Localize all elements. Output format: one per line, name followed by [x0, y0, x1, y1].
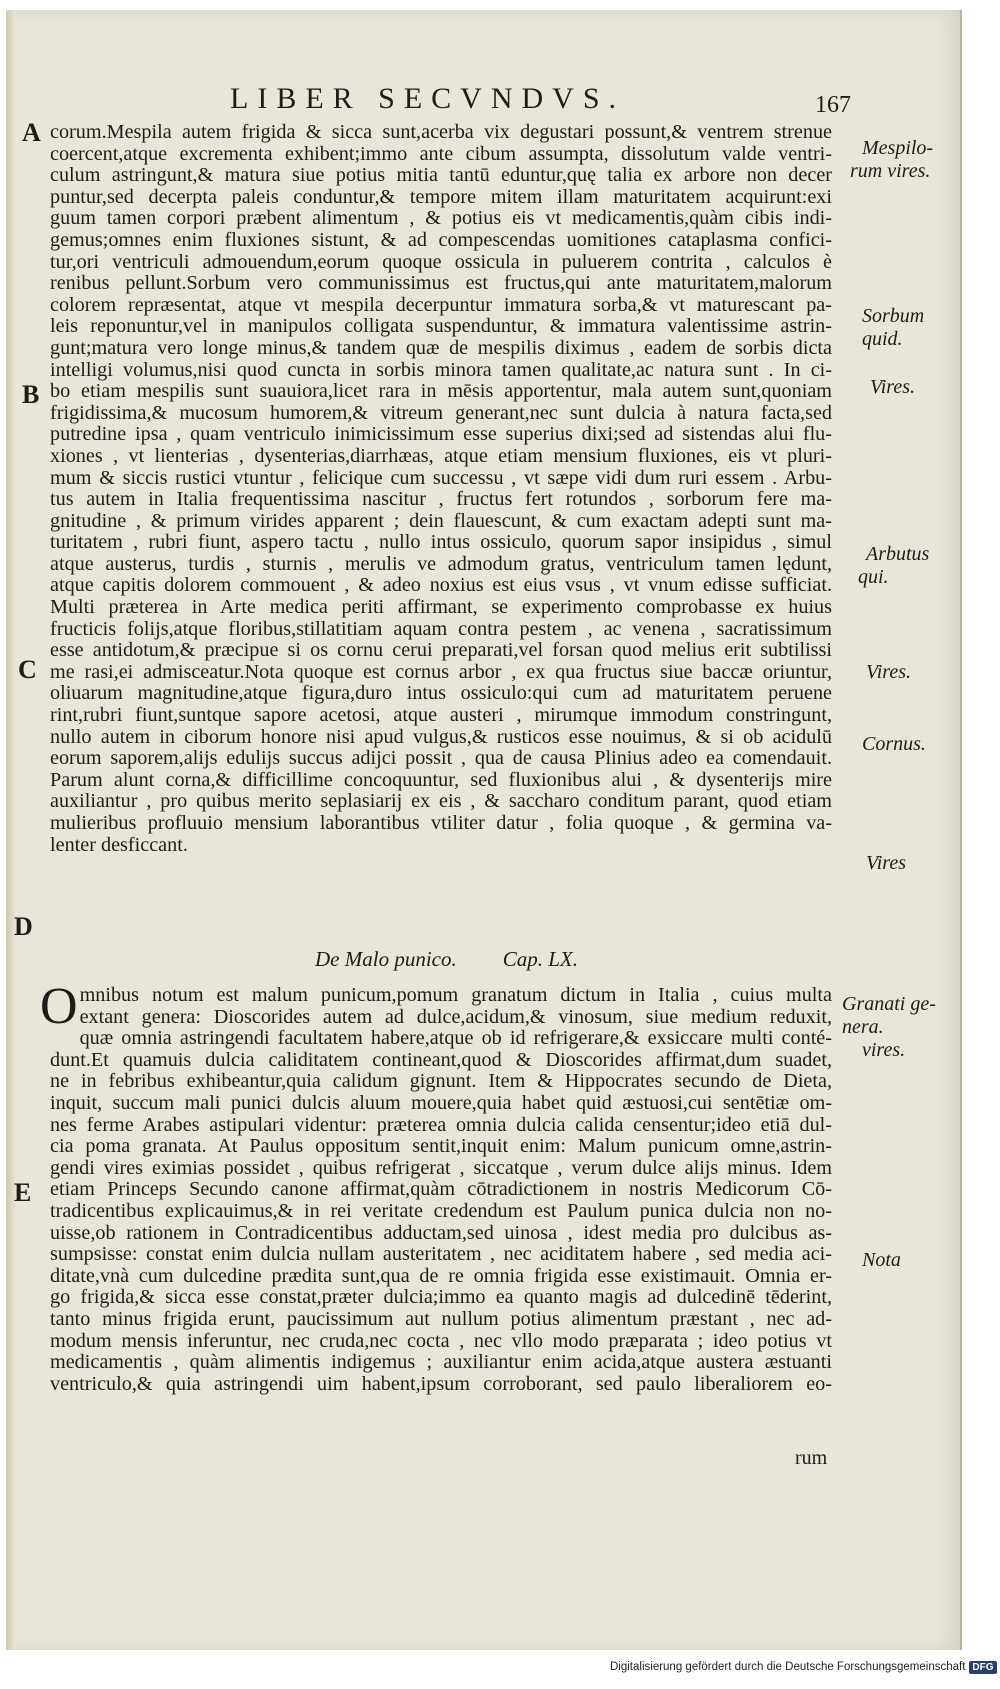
text-line: etiam Princeps Secundo canone affirmat,quàm cōtradictionem in nostris Medicorum Cō- — [50, 1179, 832, 1201]
dfg-logo: DFG — [969, 1661, 996, 1674]
text-line: atque capitis dolorem commouent , & adeo noxius est eius vsus , vt vnum edisse sufficiat. — [50, 575, 832, 597]
credit-text: Digitalisierung gefördert durch die Deutsche Forschungsgemeinschaft — [610, 1661, 966, 1673]
body-text-part-1 — [50, 122, 832, 856]
margin-note-mespilorum: Mespilo- — [862, 137, 934, 159]
text-line: gendi vires eximias possidet , quibus refrigerat , siccatque , verum dulce alijs minus. Idem — [50, 1157, 832, 1179]
catchword: rum — [795, 1447, 828, 1469]
text-line: fructicis folijs,atque floribus,stillatitiam aquam contra pestem , ac venena , sacratissimum — [50, 618, 832, 640]
text-line: uisse,ob rationem in Contradicentibus adductam,sed uinosa , idest media pro dulcibus as- — [50, 1222, 832, 1244]
text-line: guum tamen corpori præbent alimentum , & potius eis vt medicamentis,quàm cibis indi- — [50, 208, 832, 230]
text-line: esse antidotum,& præcipue si os cornu cerui preparati,vel forsan quod melius erit subtilissi — [50, 640, 832, 662]
text-line: frigidissima,& mucosum humorem,& vitreum generant,nec sunt dulcia à natura facta,sed — [50, 402, 832, 424]
text-line: modum mensis inferuntur, nec cruda,nec cocta , nec vllo modo præparata ; ideo potius vt — [50, 1330, 832, 1352]
text-line: gemus;omnes enim fluxiones sistunt, & ad compescendas uomitiones cataplasma confici- — [50, 229, 832, 251]
text-line: turitatem , rubri fiunt, aspero tactu , nullo intus ossiculo, quorum sapor insipidus , simul — [50, 532, 832, 554]
text-line: me rasi,ei admisceatur.Nota quoque est cornus arbor , ex qua fructus siue baccæ oriuntur, — [50, 661, 832, 683]
chapter-heading — [315, 947, 695, 972]
page-gutter-shadow — [6, 10, 16, 1650]
text-line: tanto minus frigida erunt, paucissimum aut nullum potius alimentum præstant , nec ad- — [50, 1308, 832, 1330]
text-line: tradicentibus explicauimus,& in rei veritate credendum est Paulum punica dulcia non no- — [50, 1200, 832, 1222]
margin-note-sorbum: Sorbum — [862, 305, 925, 327]
margin-note-vires-1: Vires. — [870, 376, 915, 398]
text-line: puntur,sed decerpta paleis conduntur,& tempore mitem illam maturitatem acquirunt:exi — [50, 186, 832, 208]
margin-note-cornus: Cornus. — [862, 733, 926, 755]
text-line: ne in febribus exhibeantur,quia calidum gignunt. Item & Hippocrates secundo de Dieta, — [50, 1071, 832, 1093]
text-line: nullo autem in ciborum honore nisi apud vulgus,& rusticos esse nouimus, & si ob acidulū — [50, 726, 832, 748]
section-marker-c: C — [18, 655, 37, 684]
digitization-credit — [610, 1661, 995, 1674]
text-line: bo etiam mespilis sunt suauiora,licet rara in mēsis apportentur, mala autem sunt,quoniam — [50, 381, 832, 403]
section-marker-a: A — [22, 118, 41, 147]
chapter-title: De Malo punico. — [315, 947, 457, 971]
text-line: Parum alunt corna,& difficillime concoquuntur, sed fluxionibus alui , & dysenterijs mire — [50, 769, 832, 791]
text-line: dunt.Et quamuis dulcia caliditatem contineant,quod & Dioscorides affirmat,dum suadet, — [50, 1049, 832, 1071]
text-line: cia poma granata. At Paulus oppositum sentit,inquit enim: Malum punicum omne,astrin- — [50, 1136, 832, 1158]
text-line: atque austerus, turdis , sturnis , merulis ve admodum gratus, ventriculum tamen lędunt, — [50, 553, 832, 575]
margin-note-granati: Granati ge- — [842, 993, 936, 1015]
text-line: go frigida,& sicca esse constat,præter dulcia;immo ea quanto magis ad dulcedinē tēderint, — [50, 1287, 832, 1309]
text-line: colorem repræsentat, atque vt mespila decerpuntur immatura sorba,& vt maturescant pa- — [50, 294, 832, 316]
margin-note-mespilorum-vires: rum vires. — [850, 160, 931, 182]
text-line: oliuarum magnitudine,atque figura,duro intus ossiculo:qui cum ad maturitatem peruene — [50, 683, 832, 705]
text-line: coercent,atque excrementa exhibent;immo ante cibum assumpta, dissolutum valde ventri- — [50, 143, 832, 165]
running-title: LIBER SECVNDVS. — [230, 82, 626, 115]
drop-cap: O — [40, 978, 78, 1035]
text-line: ditate,vnà cum dulcedine prædita sunt,qua de re omnia frigida esse existimauit. Omnia er- — [50, 1265, 832, 1287]
margin-note-nota: Nota — [862, 1249, 901, 1271]
text-line: mum & siccis rustici vtuntur , felicique cum successu , vt sæpe vidi dum ruri essem . Arbu- — [50, 467, 832, 489]
text-line: renibus pellunt.Sorbum vero communissimus est fructus,qui ante maturitatem,malorum — [50, 273, 832, 295]
margin-note-vires-3: Vires — [866, 852, 906, 874]
text-line: medicamentis , quàm alimentis indigemus ; auxiliantur enim acida,atque austera æstuanti — [50, 1352, 832, 1374]
body-text-part-2 — [40, 978, 832, 1395]
text-line: inquit, succum mali punici dulcis aluum mouere,quia habet quid æstuosi,cui sentētiæ om- — [50, 1092, 832, 1114]
text-line: putredine ipsa , quam ventriculo inimicissimum esse superius dixi;sed ad sistendas alui flu- — [50, 424, 832, 446]
text-line: rint,rubri fiunt,suntque sapore acetosi, atque austeri , mirumque immodum constringunt, — [50, 705, 832, 727]
page-number: 167 — [815, 92, 851, 118]
chapter-number: Cap. LX. — [502, 947, 578, 971]
text-line: sumpsisse: constat enim dulcia nullam austeritatem , nec aciditatem habere , sed media aci- — [50, 1244, 832, 1266]
text-line: gnitudine , & primum virides apparent ; dein flauescunt, & cum exactam adepti sunt ma- — [50, 510, 832, 532]
text-line: quæ omnia astringendi facultatem habere,atque ob id refrigerare,& exsiccare multi conté- — [79, 1028, 832, 1050]
margin-note-arbutus-qui: qui. — [858, 566, 889, 588]
text-line: nes ferme Arabes astipulari videntur: præterea omnia dulcia calida censentur;ideo etiā dul- — [50, 1114, 832, 1136]
margin-note-sorbum-quid: quid. — [862, 328, 903, 350]
margin-note-arbutus: Arbutus — [866, 543, 930, 565]
text-line: corum.Mespila autem frigida & sicca sunt,acerba vix degustari possunt,& ventrem strenue — [50, 122, 832, 143]
margin-note-granati-nera: nera. — [842, 1016, 884, 1038]
text-line: mnibus notum est malum punicum,pomum granatum dictum in Italia , cuius multa — [79, 985, 832, 1006]
text-line: xiones , vt lienterias , dysenterias,diarrhæas, atque etiam mensium fluxiones, eis vt pluri- — [50, 445, 832, 467]
section-marker-d: D — [14, 912, 33, 941]
margin-note-granati-vires: vires. — [862, 1039, 906, 1061]
text-line: mulieribus profluuio mensium laborantibus vtiliter datur , folia quoque , & germina va- — [50, 813, 832, 834]
text-line: intelligi volumus,nisi quod cuncta in sorbis minora tamen qualitate,ac natura sunt . In ci- — [50, 359, 832, 381]
section-marker-b: B — [22, 380, 40, 409]
text-line: tur,ori ventriculi admouendum,eorum quoque ossicula in puluerem contrita , calculos è — [50, 251, 832, 273]
text-line: Multi præterea in Arte medica periti affirmant, se experimento comprobasse ex huius — [50, 597, 832, 619]
margin-note-vires-2: Vires. — [866, 661, 911, 683]
section-marker-e: E — [14, 1178, 32, 1207]
text-line: tus autem in Italia frequentissima nascitur , fructus fert rotundos , sorborum fere ma- — [50, 489, 832, 511]
text-line: extant genera: Dioscorides autem ad dulce,acidum,& vinosum, siue medium reduxit, — [79, 1006, 832, 1028]
text-line: lenter desficcant. — [50, 834, 188, 856]
text-line: auxiliantur , pro quibus merito seplasiarij ex eis , & saccharo conditum parant, quod etiam — [50, 791, 832, 813]
text-line: gunt;matura vero longe minus,& tandem quæ de mespilis diximus , eadem de sorbis dicta — [50, 337, 832, 359]
text-line: eorum saporem,alijs edulijs succus adijci possit , qua de causa Plinius adeo ea comendauit. — [50, 748, 832, 770]
text-line: culum astringunt,& matura siue potius mitia tantū eduntur,quę talia ex arbore non decer — [50, 165, 832, 187]
text-line: ventriculo,& quia astringendi uim habent,ipsum corroborant, sed paulo liberaliorem eo- — [50, 1373, 832, 1395]
text-line: leis reponuntur,vel in manipulos colligata suspenduntur, & immatura valentissime astrin- — [50, 316, 832, 338]
